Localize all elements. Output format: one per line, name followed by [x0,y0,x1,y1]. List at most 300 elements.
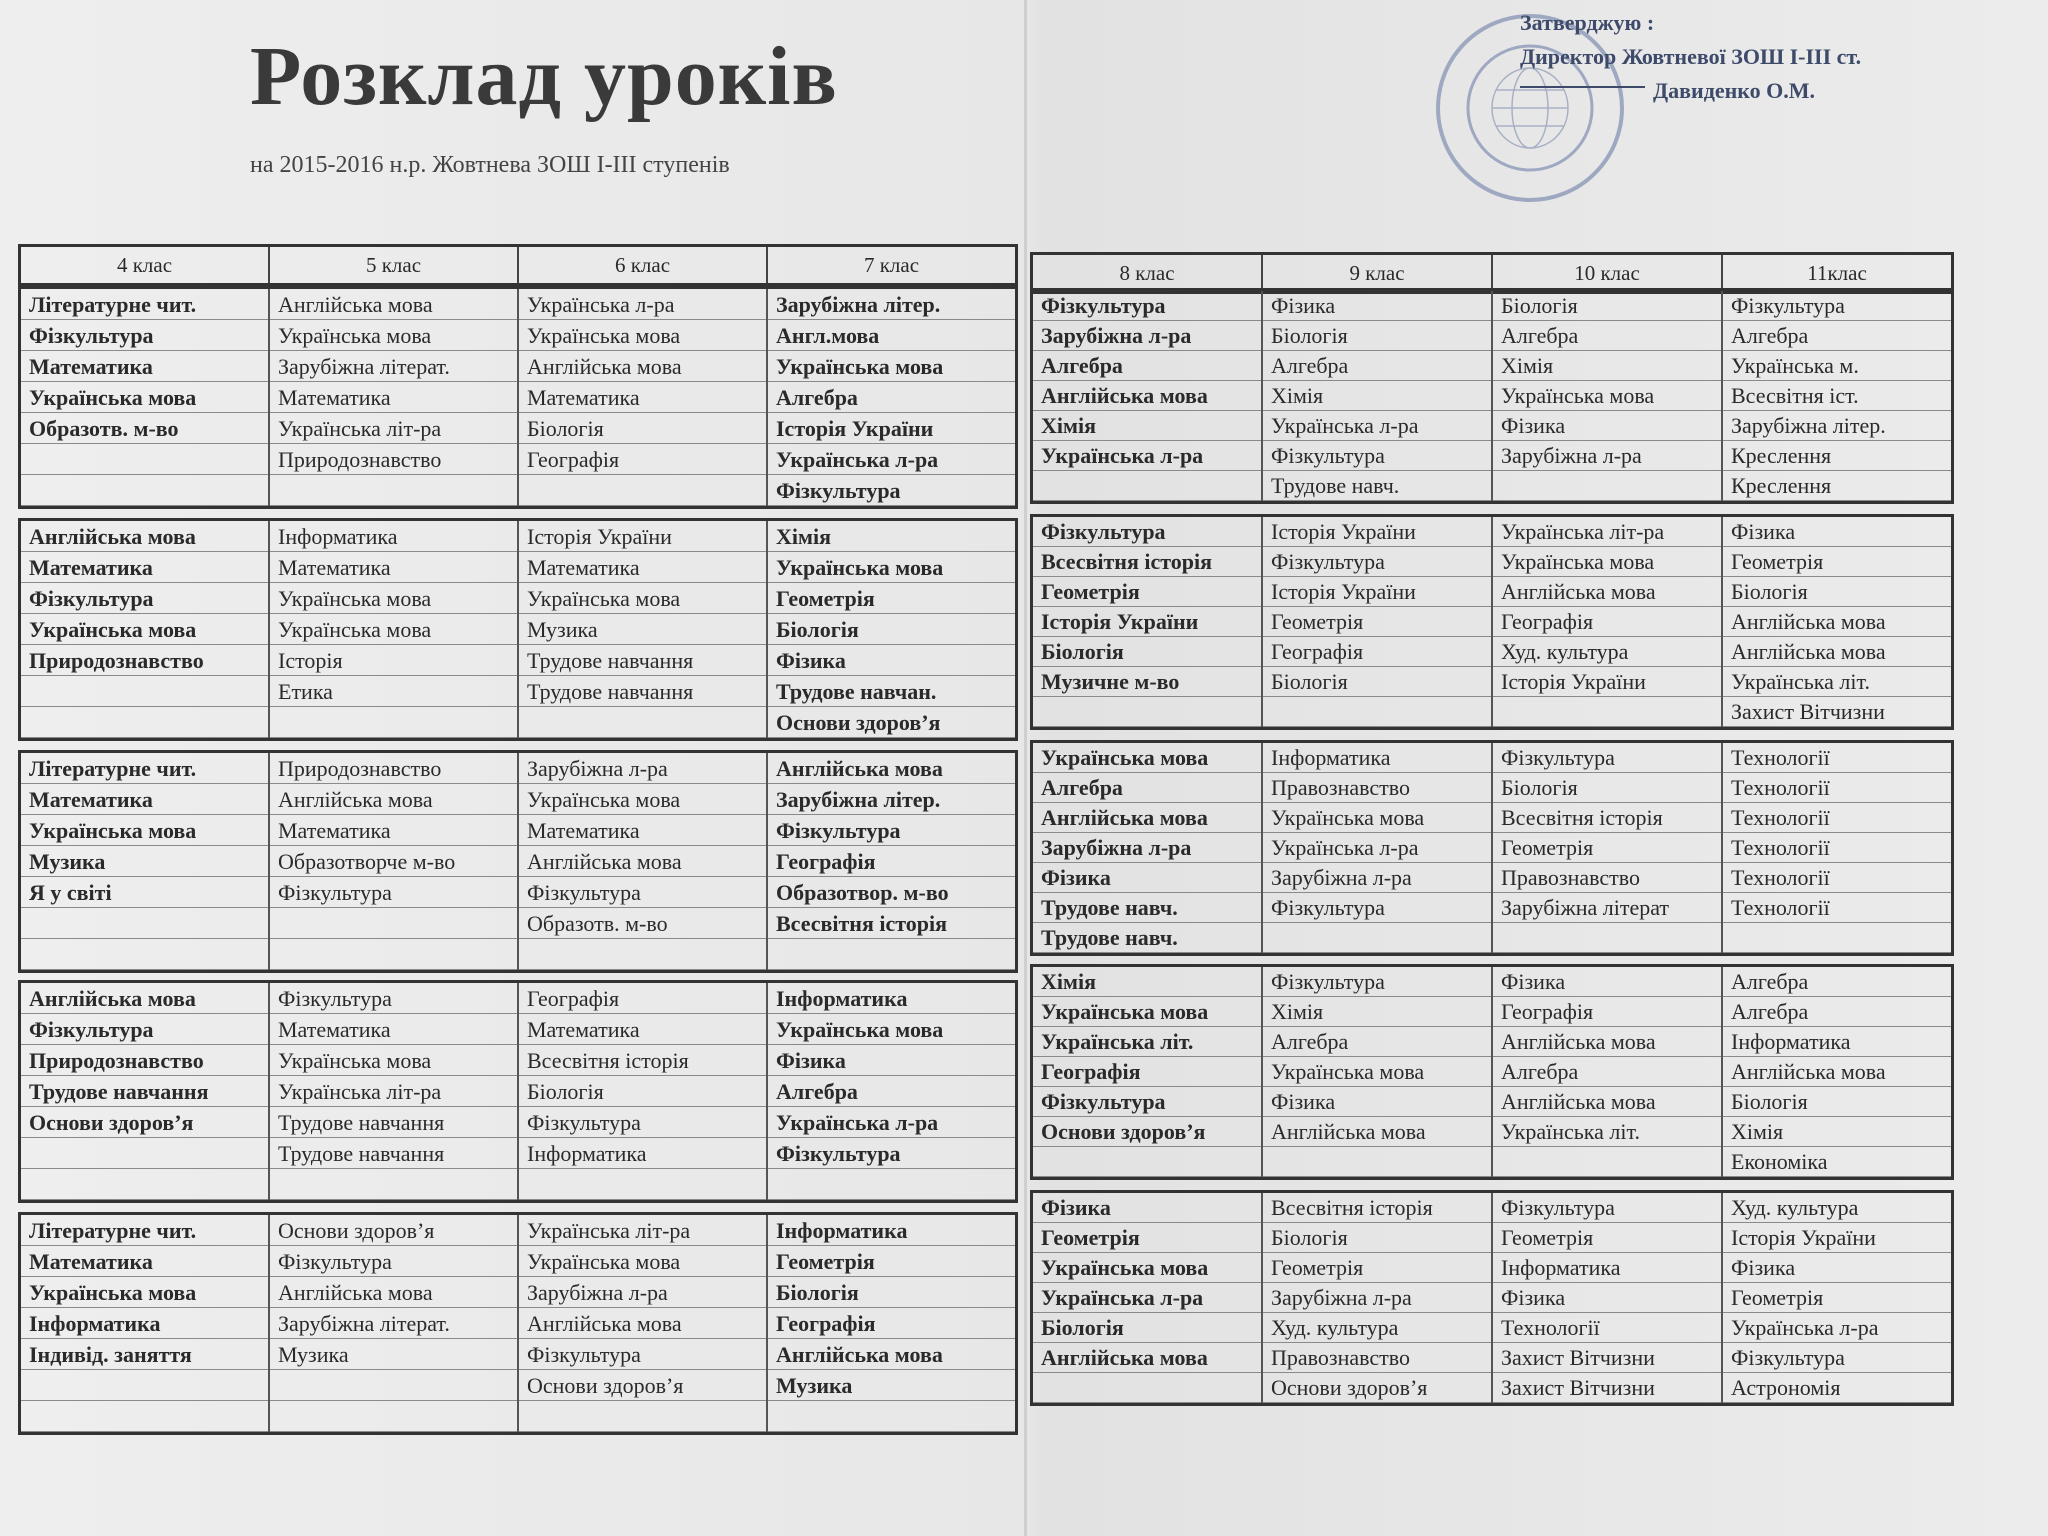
lesson-cell: Всесвітня історія [1493,803,1721,833]
lesson-cell: Англійська мова [519,1308,766,1339]
lesson-cell: Фізкультура [1033,291,1261,321]
lesson-cell: Алгебра [1723,997,1951,1027]
lesson-cell: Українська л-ра [519,289,766,320]
lesson-cell: Українська мова [519,320,766,351]
class-column [1263,291,1493,501]
class-column [21,521,270,738]
lesson-cell: Українська л-ра [1723,1313,1951,1343]
approval-signature-line [1520,74,1861,108]
lesson-cell: Зарубіжна л-ра [1263,863,1491,893]
lesson-cell [21,1370,268,1401]
lesson-cell: Фізика [768,1045,1015,1076]
class-column [519,1215,768,1432]
lesson-cell: Фізкультура [1263,893,1491,923]
lesson-cell: Музичне м-во [1033,667,1261,697]
lesson-cell: Фізкультура [1033,517,1261,547]
lesson-cell: Інформатика [1493,1253,1721,1283]
day-block [1030,288,1954,504]
lesson-cell [1493,697,1721,727]
lesson-cell: Англійська мова [21,983,268,1014]
class-column [519,753,768,970]
lesson-cell: Англійська мова [1033,381,1261,411]
lesson-cell: Літературне чит. [21,1215,268,1246]
class-column [768,521,1015,738]
lesson-cell: Астрономія [1723,1373,1951,1403]
lesson-cell: Українська мова [21,382,268,413]
day-block [1030,964,1954,1180]
class-header: 11клас [1807,261,1867,285]
lesson-cell: Фізкультура [1493,743,1721,773]
lesson-cell: Українська літ-ра [270,1076,517,1107]
lesson-cell: Інформатика [519,1138,766,1169]
lesson-cell [21,676,268,707]
lesson-cell: Трудове навчан. [768,676,1015,707]
class-column [519,983,768,1200]
lesson-cell: Технології [1723,833,1951,863]
lesson-cell: Англійська мова [1263,1117,1491,1147]
lesson-cell: Технології [1723,803,1951,833]
lesson-cell: Математика [270,382,517,413]
lesson-cell [21,1401,268,1432]
class-column [270,1215,519,1432]
lesson-cell: Фізкультура [1263,441,1491,471]
lesson-cell: Хімія [768,521,1015,552]
lesson-cell [21,1169,268,1200]
lesson-cell: Фізика [1723,517,1951,547]
lesson-cell: Геометрія [1033,577,1261,607]
class-column [1263,1193,1493,1403]
lesson-cell: Географія [768,846,1015,877]
lesson-cell [1493,1147,1721,1177]
class-header: 4 клас [21,247,270,283]
lesson-cell: Образотворче м-во [270,846,517,877]
class-column [768,1215,1015,1432]
class-column [270,289,519,506]
page-fold [1024,0,1027,1536]
lesson-cell: Математика [21,552,268,583]
page-subtitle: на 2015-2016 н.р. Жовтнева ЗОШ І-ІІІ ступенів [250,152,730,178]
lesson-cell: Українська мова [768,351,1015,382]
lesson-cell: Англійська мова [1723,637,1951,667]
lesson-cell [270,908,517,939]
lesson-cell [1263,697,1491,727]
lesson-cell: Алгебра [768,382,1015,413]
lesson-cell: Фізкультура [1033,1087,1261,1117]
lesson-cell: Англійська мова [270,784,517,815]
lesson-cell: Фізика [1263,291,1491,321]
lesson-cell: Фізкультура [519,1107,766,1138]
lesson-cell: Зарубіжна літерат [1493,893,1721,923]
lesson-cell [21,475,268,506]
lesson-cell: Хімія [1723,1117,1951,1147]
lesson-cell [1033,1373,1261,1403]
lesson-cell: Алгебра [768,1076,1015,1107]
lesson-cell: Англійська мова [1723,607,1951,637]
lesson-cell: Основи здоров’я [21,1107,268,1138]
lesson-cell [1263,1147,1491,1177]
lesson-cell: Геометрія [1493,1223,1721,1253]
lesson-cell: Фізика [1033,1193,1261,1223]
lesson-cell: Хімія [1033,967,1261,997]
lesson-cell [1033,471,1261,501]
lesson-cell: Фізика [1723,1253,1951,1283]
lesson-cell: Основи здоров’я [1033,1117,1261,1147]
lesson-cell: Біологія [519,1076,766,1107]
lesson-cell: Фізика [1493,1283,1721,1313]
lesson-cell: Українська мова [1263,803,1491,833]
class-column [768,753,1015,970]
lesson-cell [270,1370,517,1401]
lesson-cell: Українська мова [1493,547,1721,577]
class-column [768,289,1015,506]
lesson-cell: Біологія [1033,1313,1261,1343]
lesson-cell: Фізика [1033,863,1261,893]
day-block [1030,740,1954,956]
class-column [1263,967,1493,1177]
class-column [1723,743,1951,953]
lesson-cell: Українська л-ра [1033,441,1261,471]
lesson-cell: Англійська мова [1033,1343,1261,1373]
lesson-cell: Зарубіжна л-ра [1263,1283,1491,1313]
lesson-cell: Технології [1723,893,1951,923]
lesson-cell [519,939,766,970]
lesson-cell [21,444,268,475]
lesson-cell: Географія [519,983,766,1014]
lesson-cell: Трудове навч. [1033,923,1261,953]
lesson-cell [519,1401,766,1432]
lesson-cell: Хімія [1263,381,1491,411]
lesson-cell: Біологія [1263,321,1491,351]
lesson-cell: Англійська мова [270,289,517,320]
lesson-cell: Історія України [1263,517,1491,547]
class-column [1493,743,1723,953]
lesson-cell: Трудове навчання [21,1076,268,1107]
lesson-cell: Алгебра [1033,351,1261,381]
lesson-cell: Захист Вітчизни [1493,1373,1721,1403]
class-column [1263,517,1493,727]
lesson-cell: Біологія [1723,577,1951,607]
lesson-cell: Біологія [1263,1223,1491,1253]
lesson-cell: Українська мова [1263,1057,1491,1087]
lesson-cell: Зарубіжна л-ра [1493,441,1721,471]
lesson-cell: Алгебра [1493,1057,1721,1087]
lesson-cell: Літературне чит. [21,753,268,784]
lesson-cell [270,1169,517,1200]
lesson-cell: Історія [270,645,517,676]
lesson-cell: Худ. культура [1493,637,1721,667]
lesson-cell: Технології [1493,1313,1721,1343]
lesson-cell: Англійська мова [768,1339,1015,1370]
lesson-cell: Англійська мова [1493,1027,1721,1057]
lesson-cell: Інформатика [1263,743,1491,773]
lesson-cell: Креслення [1723,441,1951,471]
lesson-cell: Українська літ. [1033,1027,1261,1057]
lesson-cell: Фізкультура [270,1246,517,1277]
class-column [768,983,1015,1200]
lesson-cell: Фізкультура [270,877,517,908]
lesson-cell: Худ. культура [1263,1313,1491,1343]
class-column [1723,967,1951,1177]
lesson-cell: Англійська мова [1493,577,1721,607]
lesson-cell: Українська мова [768,552,1015,583]
lesson-cell: Зарубіжна л-ра [519,753,766,784]
lesson-cell [21,707,268,738]
lesson-cell: Фізика [1493,967,1721,997]
lesson-cell: Біологія [1493,773,1721,803]
lesson-cell: Алгебра [1033,773,1261,803]
lesson-cell: Фізика [1493,411,1721,441]
lesson-cell: Природознавство [21,1045,268,1076]
lesson-cell: Зарубіжна літер. [768,784,1015,815]
lesson-cell: Інформатика [768,983,1015,1014]
lesson-cell: Англ.мова [768,320,1015,351]
lesson-cell: Хімія [1493,351,1721,381]
lesson-cell: Англійська мова [1493,1087,1721,1117]
lesson-cell: Економіка [1723,1147,1951,1177]
lesson-cell: Інформатика [270,521,517,552]
lesson-cell: Геометрія [1723,1283,1951,1313]
lesson-cell: Всесвітня історія [1263,1193,1491,1223]
lesson-cell: Всесвітня історія [519,1045,766,1076]
lesson-cell: Математика [270,1014,517,1045]
lesson-cell: Українська л-ра [768,1107,1015,1138]
lesson-cell: Основи здоров’я [270,1215,517,1246]
lesson-cell: Фізкультура [1263,967,1491,997]
lesson-cell: Геометрія [1263,1253,1491,1283]
lesson-cell: Біологія [1723,1087,1951,1117]
lesson-cell: Фізкультура [270,983,517,1014]
lesson-cell: Основи здоров’я [768,707,1015,738]
class-column [270,983,519,1200]
class-column [1033,967,1263,1177]
lesson-cell: Фізкультура [768,1138,1015,1169]
class-column [1033,1193,1263,1403]
lesson-cell: Українська мова [21,614,268,645]
lesson-cell: Фізкультура [21,320,268,351]
lesson-cell: Алгебра [1723,967,1951,997]
lesson-cell: Українська мова [519,1246,766,1277]
lesson-cell: Музика [21,846,268,877]
lesson-cell: Математика [519,1014,766,1045]
class-column [1493,291,1723,501]
class-column [1033,743,1263,953]
lesson-cell: Українська літ. [1493,1117,1721,1147]
lesson-cell: Українська мова [270,614,517,645]
lesson-cell: Математика [21,1246,268,1277]
lesson-cell: Всесвітня іст. [1723,381,1951,411]
lesson-cell: Математика [519,815,766,846]
lesson-cell: Українська літ-ра [519,1215,766,1246]
lesson-cell: Історія України [519,521,766,552]
lesson-cell: Географія [1033,1057,1261,1087]
left-classes-header [18,244,1018,286]
lesson-cell: Індивід. заняття [21,1339,268,1370]
lesson-cell: Математика [21,784,268,815]
lesson-cell: Алгебра [1263,351,1491,381]
class-column [1493,1193,1723,1403]
lesson-cell: Географія [1493,997,1721,1027]
class-column [1493,967,1723,1177]
lesson-cell: Українська мова [270,583,517,614]
lesson-cell: Алгебра [1263,1027,1491,1057]
lesson-cell: Захист Вітчизни [1723,697,1951,727]
lesson-cell: Українська м. [1723,351,1951,381]
class-column [270,521,519,738]
lesson-cell [519,1169,766,1200]
lesson-cell: Біологія [519,413,766,444]
class-column [21,983,270,1200]
class-column [1493,517,1723,727]
class-header: 5 клас [270,247,519,283]
lesson-cell [1033,697,1261,727]
class-header: 10 клас [1493,255,1723,291]
lesson-cell: Основи здоров’я [1263,1373,1491,1403]
lesson-cell [270,939,517,970]
day-block [1030,514,1954,730]
lesson-cell: Правознавство [1263,773,1491,803]
lesson-cell [768,1169,1015,1200]
lesson-cell: Біологія [1493,291,1721,321]
lesson-cell: Українська мова [21,815,268,846]
lesson-cell: Правознавство [1263,1343,1491,1373]
lesson-cell: Худ. культура [1723,1193,1951,1223]
lesson-cell: Біологія [1033,637,1261,667]
lesson-cell [21,908,268,939]
lesson-cell: Фізкультура [768,815,1015,846]
lesson-cell: Трудове навчання [519,676,766,707]
lesson-cell: Фізкультура [768,475,1015,506]
day-block [18,1212,1018,1435]
lesson-cell: Зарубіжна літерат. [270,351,517,382]
lesson-cell: Математика [519,552,766,583]
lesson-cell: Англійська мова [519,351,766,382]
lesson-cell: Геометрія [768,1246,1015,1277]
lesson-cell: Історія України [1263,577,1491,607]
lesson-cell: Зарубіжна л-ра [1033,321,1261,351]
lesson-cell: Українська мова [519,784,766,815]
lesson-cell [270,707,517,738]
lesson-cell: Інформатика [1723,1027,1951,1057]
lesson-cell: Зарубіжна літерат. [270,1308,517,1339]
lesson-cell: Українська мова [1033,1253,1261,1283]
lesson-cell: Природознавство [270,444,517,475]
lesson-cell: Фізкультура [519,877,766,908]
lesson-cell: Українська л-ра [768,444,1015,475]
lesson-cell: Музика [270,1339,517,1370]
lesson-cell: Зарубіжна літер. [1723,411,1951,441]
lesson-cell: Англійська мова [519,846,766,877]
class-header: 7 клас [863,253,920,277]
class-column [1033,517,1263,727]
page-title: Розклад уроків [250,30,838,123]
lesson-cell: Фізкультура [21,1014,268,1045]
lesson-cell: Правознавство [1493,863,1721,893]
lesson-cell: Англійська мова [1033,803,1261,833]
lesson-cell: Зарубіжна літер. [768,289,1015,320]
lesson-cell: Математика [270,552,517,583]
lesson-cell: Англійська мова [768,753,1015,784]
lesson-cell: Історія України [768,413,1015,444]
lesson-cell: Українська л-ра [1263,833,1491,863]
lesson-cell: Географія [1263,637,1491,667]
lesson-cell: Інформатика [768,1215,1015,1246]
lesson-cell: Я у світі [21,877,268,908]
lesson-cell: Трудове навч. [1033,893,1261,923]
lesson-cell: Українська літ-ра [1493,517,1721,547]
lesson-cell: Алгебра [1493,321,1721,351]
lesson-cell: Англійська мова [1723,1057,1951,1087]
lesson-cell: Українська мова [270,1045,517,1076]
lesson-cell: Фізика [768,645,1015,676]
lesson-cell [768,1401,1015,1432]
day-block [18,980,1018,1203]
lesson-cell: Біологія [768,614,1015,645]
lesson-cell: Інформатика [21,1308,268,1339]
lesson-cell: Українська мова [21,1277,268,1308]
lesson-cell: Зарубіжна л-ра [1033,833,1261,863]
lesson-cell: Біологія [1263,667,1491,697]
lesson-cell: Українська л-ра [1263,411,1491,441]
lesson-cell: Географія [1493,607,1721,637]
class-header: 6 клас [519,247,768,283]
class-column [270,753,519,970]
signature-mark [1520,86,1645,88]
lesson-cell: Фізкультура [1723,1343,1951,1373]
lesson-cell: Англійська мова [270,1277,517,1308]
lesson-cell [1263,923,1491,953]
class-column [1723,517,1951,727]
day-block [18,750,1018,973]
lesson-cell: Захист Вітчизни [1493,1343,1721,1373]
lesson-cell [768,939,1015,970]
lesson-cell: Технології [1723,863,1951,893]
approval-block [1520,6,1861,108]
lesson-cell: Математика [270,815,517,846]
lesson-cell: Трудове навч. [1263,471,1491,501]
lesson-cell: Фізкультура [1723,291,1951,321]
lesson-cell: Українська літ-ра [270,413,517,444]
lesson-cell: Фізика [1263,1087,1491,1117]
lesson-cell: Історія України [1033,607,1261,637]
lesson-cell: Історія України [1723,1223,1951,1253]
lesson-cell: Музика [519,614,766,645]
lesson-cell: Геометрія [1033,1223,1261,1253]
class-column [1723,1193,1951,1403]
lesson-cell: Всесвітня історія [1033,547,1261,577]
lesson-cell [270,1401,517,1432]
lesson-cell: Технології [1723,773,1951,803]
lesson-cell: Образотв. м-во [519,908,766,939]
lesson-cell: Фізкультура [519,1339,766,1370]
lesson-cell: Українська мова [1033,997,1261,1027]
class-header: 8 клас [1033,255,1263,291]
lesson-cell: Образотв. м-во [21,413,268,444]
lesson-cell: Українська літ. [1723,667,1951,697]
class-header: 9 клас [1263,255,1493,291]
day-block [18,286,1018,509]
lesson-cell: Алгебра [1723,321,1951,351]
lesson-cell: Українська мова [1033,743,1261,773]
lesson-cell: Геометрія [768,583,1015,614]
lesson-cell: Географія [768,1308,1015,1339]
lesson-cell: Природознавство [270,753,517,784]
lesson-cell: Хімія [1263,997,1491,1027]
lesson-cell [1033,1147,1261,1177]
lesson-cell: Етика [270,676,517,707]
lesson-cell: Природознавство [21,645,268,676]
lesson-cell: Біологія [768,1277,1015,1308]
class-column [1723,291,1951,501]
